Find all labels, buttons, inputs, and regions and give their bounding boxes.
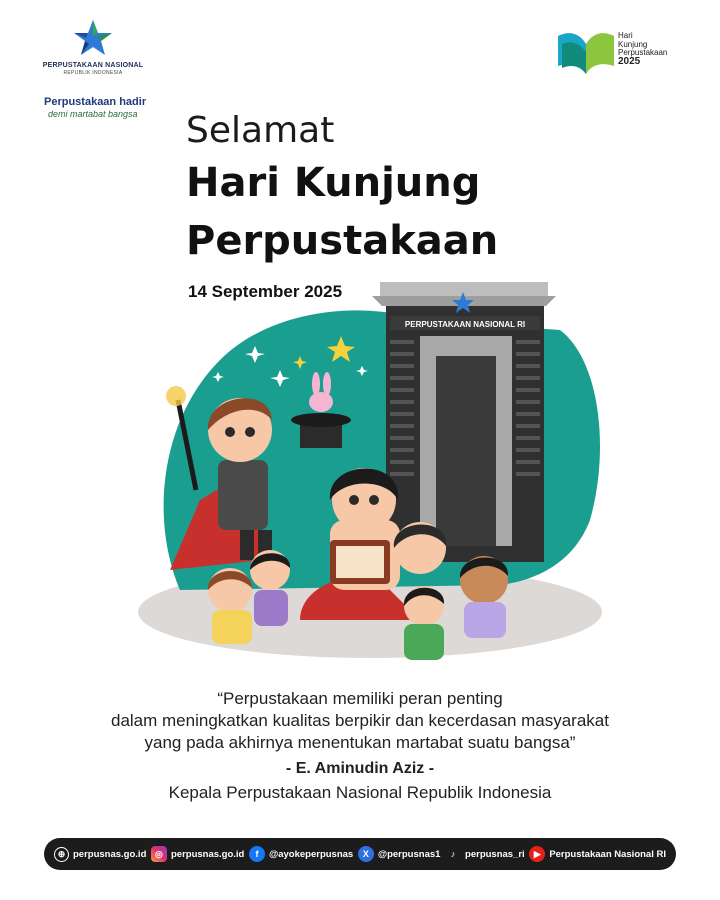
star-logo-icon: [71, 18, 115, 58]
facebook-icon: f: [249, 846, 265, 862]
quote: [0, 688, 720, 754]
event-logo-line2: Kunjung: [618, 39, 648, 49]
x-icon: X: [358, 846, 374, 862]
tiktok-icon: ♪: [450, 849, 456, 859]
event-logo-year: 2025: [618, 55, 641, 67]
open-book-icon: [556, 30, 616, 76]
social-instagram[interactable]: [151, 846, 244, 862]
quote-line-3: yang pada akhirnya menentukan martabat suatu bangsa”: [144, 733, 576, 752]
illustration: [0, 270, 720, 670]
social-bar: [44, 838, 676, 870]
quote-line-2: dalam meningkatkan kualitas berpikir dan kecerdasan masyarakat: [111, 711, 609, 730]
social-x-label: @perpusnas1: [377, 848, 441, 860]
social-facebook-label: @ayokeperpusnas: [268, 848, 354, 860]
youtube-icon: ▶: [529, 846, 545, 862]
event-logo: [556, 30, 686, 80]
tagline-main: Perpustakaan hadir: [44, 96, 147, 108]
org-name: PERPUSTAKAAN NASIONAL: [42, 62, 144, 69]
event-logo-line3: Perpustakaan: [618, 48, 668, 57]
social-youtube[interactable]: [529, 846, 666, 862]
author-role: Kepala Perpustakaan Nasional Republik Indonesia: [168, 783, 552, 802]
social-youtube-label: Perpustakaan Nasional RI: [549, 848, 666, 860]
social-website-label: perpusnas.go.id: [73, 848, 147, 860]
globe-icon: ⊕: [54, 847, 69, 862]
social-tiktok-label: perpusnas_ri: [465, 848, 525, 860]
social-facebook[interactable]: [249, 846, 353, 862]
org-subtitle: REPUBLIK INDONESIA: [63, 70, 123, 76]
social-tiktok[interactable]: [445, 846, 525, 862]
title-line-1: Hari Kunjung: [186, 160, 481, 206]
event-logo-line1: Hari: [618, 31, 633, 40]
title-line-2: Perpustakaan: [186, 218, 499, 264]
perpusnas-logo: [38, 18, 148, 76]
social-website[interactable]: [54, 847, 146, 862]
social-x[interactable]: [358, 846, 441, 862]
quote-author: - E. Aminudin Aziz -: [285, 760, 435, 777]
quote-line-1: “Perpustakaan memiliki peran penting: [217, 689, 503, 708]
building-sign: PERPUSTAKAAN NASIONAL RI: [404, 320, 526, 329]
instagram-icon: ◎: [151, 846, 167, 862]
event-date: 14 September 2025: [188, 282, 343, 301]
tagline-sub: demi martabat bangsa: [48, 109, 138, 119]
social-instagram-label: perpusnas.go.id: [170, 848, 245, 860]
greeting: Selamat: [186, 110, 335, 151]
